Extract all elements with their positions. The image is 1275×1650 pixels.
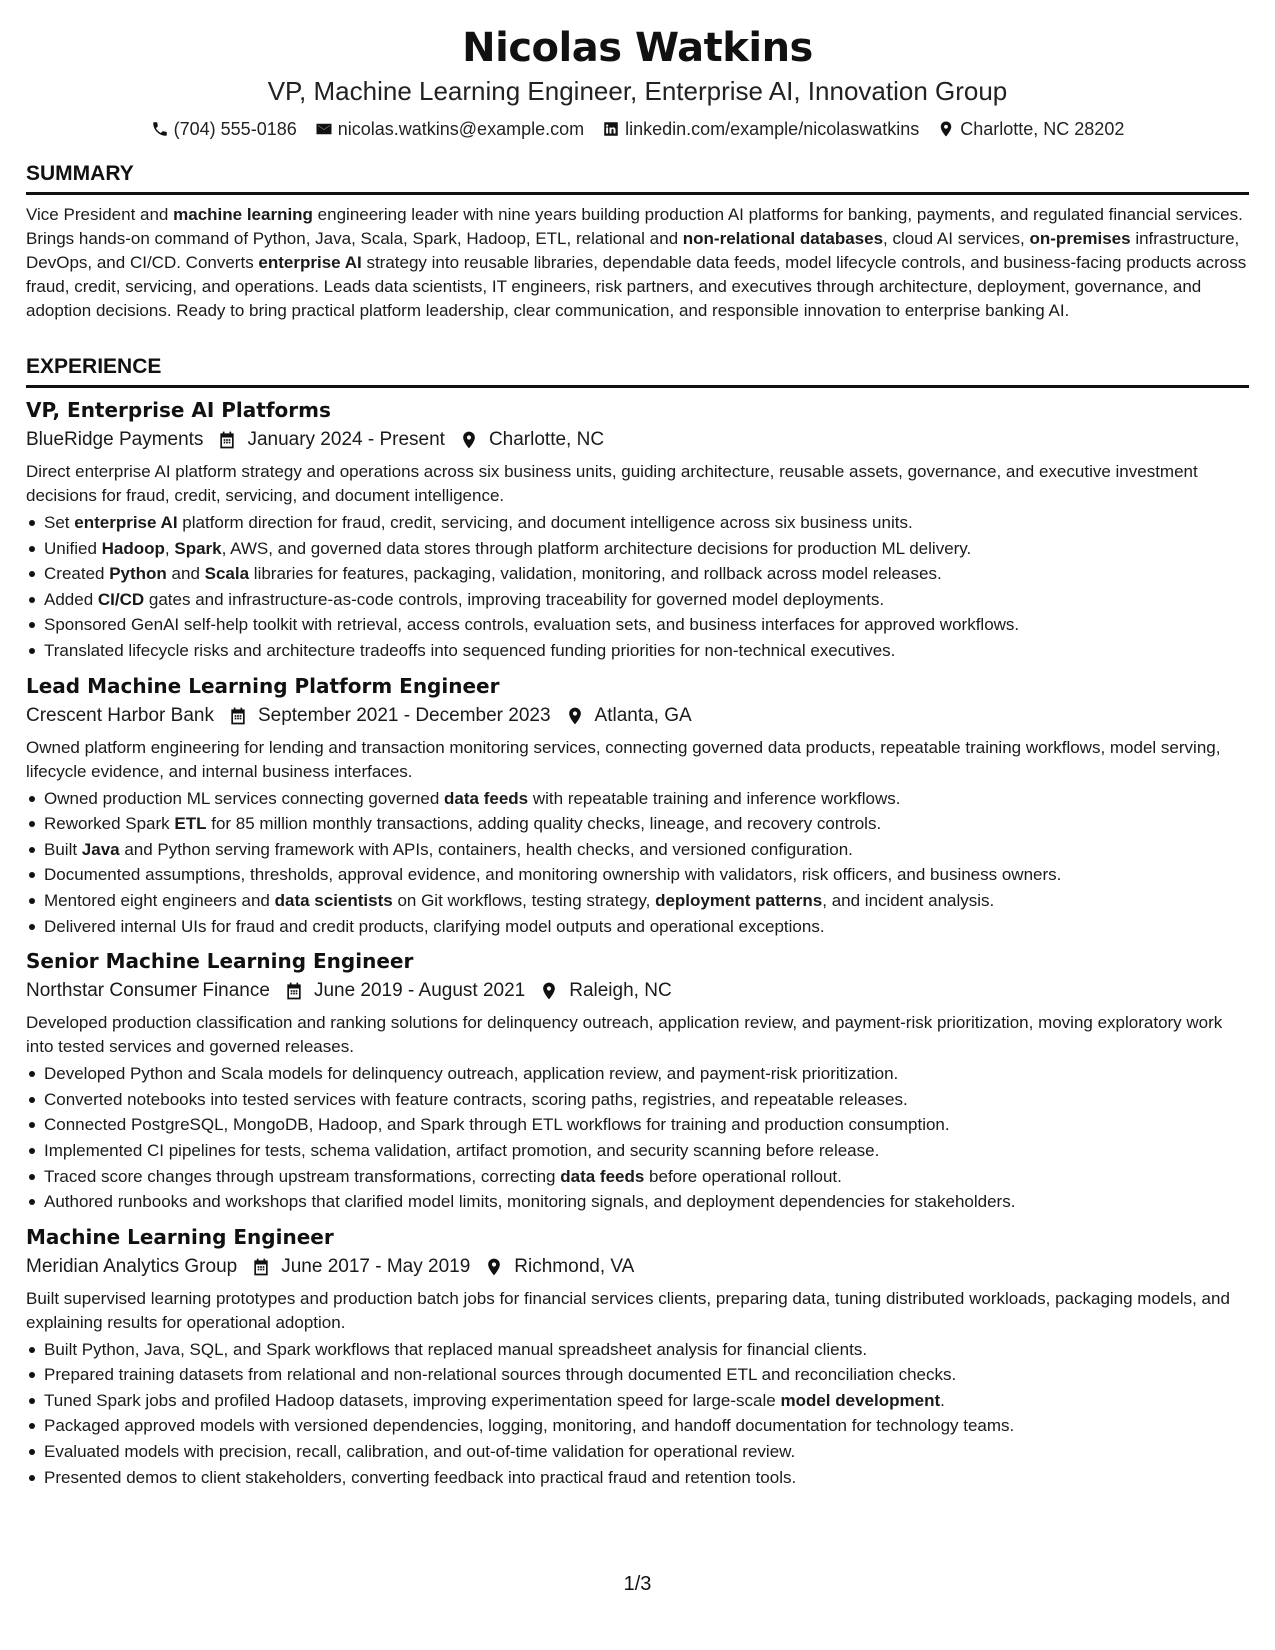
job-description: Developed production classification and ranking solutions for delinquency outreach, application review, and payment-risk prioritization, moving exploratory work into tested services and governed releases. — [26, 1013, 1223, 1057]
summary-section — [26, 160, 1249, 323]
text-run: Implemented CI pipelines for tests, schema validation, artifact promotion, and security scanning before release. — [44, 1140, 880, 1160]
bullet-item — [26, 786, 1249, 812]
job-location: Atlanta, GA — [594, 704, 692, 726]
bullet-item — [26, 612, 1249, 638]
bullet-item — [26, 638, 1249, 664]
text-run: Connected PostgreSQL, MongoDB, Hadoop, and Spark through ETL workflows for training and production consumption. — [44, 1115, 950, 1135]
bullet-item — [26, 1337, 1249, 1363]
job-title: Senior Machine Learning Engineer — [26, 949, 414, 974]
bullet-item — [26, 1087, 1249, 1113]
bullet-item — [26, 510, 1249, 536]
job-meta — [26, 1253, 1249, 1281]
text-run: engineering leader with nine years building production AI platforms for banking, payments, and regulated financial services. Brings hands-on command of Python, Java, Scala, Spark, Hadoop, ETL, relational and — [26, 205, 1243, 248]
job-location: Charlotte, NC — [488, 429, 605, 450]
bullet-item — [26, 888, 1249, 914]
text-run: , cloud AI services, — [883, 229, 1030, 248]
text-run: Mentored eight engineers and — [44, 890, 275, 910]
text-run: , AWS, and governed data stores through platform architecture decisions for production ML delivery. — [221, 538, 972, 558]
bullet-item — [26, 1189, 1249, 1215]
bullet-item — [26, 1164, 1249, 1190]
text-run: before operational rollout. — [644, 1166, 842, 1186]
job-dates: June 2017 - May 2019 — [281, 1255, 471, 1277]
text-run: Set — [44, 513, 75, 532]
job-dates: June 2019 - August 2021 — [313, 980, 526, 1002]
section-divider — [26, 192, 1249, 195]
job-entry — [26, 396, 1249, 664]
job-list — [26, 396, 1249, 1490]
map-pin-icon — [484, 1257, 504, 1277]
bullet-item — [26, 1413, 1249, 1439]
text-run: Built Python, Java, SQL, and Spark workflows that replaced manual spreadsheet analysis for financial clients. — [44, 1339, 868, 1359]
company-name: Northstar Consumer Finance — [26, 980, 270, 1002]
job-meta — [26, 702, 1249, 730]
highlighted-keyword: enterprise AI — [258, 253, 362, 272]
text-run: Built — [44, 839, 82, 859]
job-title: VP, Enterprise AI Platforms — [26, 398, 331, 422]
job-title: Lead Machine Learning Platform Engineer — [26, 673, 500, 698]
text-run: Prepared training datasets from relational and non-relational sources through documented ETL and reconciliation checks. — [44, 1365, 957, 1385]
contact-location — [937, 117, 1124, 141]
text-run: , and incident analysis. — [822, 890, 995, 910]
job-entry — [26, 1223, 1249, 1491]
map-pin-icon — [539, 981, 559, 1001]
job-meta — [26, 977, 1249, 1005]
contact-bar — [0, 117, 1275, 141]
resume-header — [0, 0, 1275, 141]
calendar-icon — [228, 706, 248, 726]
text-run: and Python serving framework with APIs, containers, health checks, and versioned configuration. — [119, 839, 853, 859]
calendar-icon — [217, 430, 237, 450]
bullet-item — [26, 587, 1249, 613]
bullet-item — [26, 811, 1249, 837]
phone-text: (704) 555-0186 — [173, 119, 297, 139]
text-run: . — [940, 1390, 945, 1410]
map-pin-icon — [937, 120, 955, 138]
calendar-icon — [251, 1257, 271, 1277]
job-bullets — [26, 1337, 1249, 1491]
highlighted-keyword: data feeds — [444, 788, 529, 808]
highlighted-keyword: Hadoop — [101, 538, 165, 558]
job-description: Direct enterprise AI platform strategy and operations across six business units, guiding architecture, reusable assets, governance, and executive investment decisions for fraud, credit, servicing, and document intelligence. — [26, 462, 1198, 505]
text-run: Tuned Spark jobs and profiled Hadoop datasets, improving experimentation speed for large-scale — [44, 1390, 781, 1410]
text-run: Added — [44, 589, 98, 609]
bullet-item — [26, 914, 1249, 940]
text-run: Documented assumptions, thresholds, approval evidence, and monitoring ownership with validators, risk officers, and business owners. — [44, 865, 1062, 885]
phone-icon — [151, 120, 169, 138]
job-description: Built supervised learning prototypes and production batch jobs for financial services clients, preparing data, tuning distributed workloads, packaging models, and explaining results for operational adoption. — [26, 1288, 1230, 1332]
bullet-item — [26, 1439, 1249, 1465]
text-run: infrastructure, DevOps, and CI/CD. Converts — [26, 229, 1240, 272]
linkedin-icon — [602, 120, 620, 138]
text-run: gates and infrastructure-as-code controls, improving traceability for governed model deployments. — [144, 589, 885, 609]
bullet-item — [26, 1362, 1249, 1388]
job-bullets — [26, 786, 1249, 940]
summary-heading: SUMMARY — [26, 162, 134, 185]
company-name: BlueRidge Payments — [26, 429, 204, 450]
calendar-icon — [284, 981, 304, 1001]
linkedin-text: linkedin.com/example/nicolaswatkins — [625, 119, 920, 139]
company-name: Crescent Harbor Bank — [26, 704, 214, 726]
experience-section — [26, 353, 1249, 1490]
highlighted-keyword: on-premises — [1029, 229, 1131, 248]
job-dates: January 2024 - Present — [247, 429, 445, 450]
text-run: Sponsored GenAI self-help toolkit with retrieval, access controls, evaluation sets, and business interfaces for approved workflows. — [44, 615, 1020, 635]
page-number: 1/3 — [623, 1573, 652, 1595]
job-entry — [26, 672, 1249, 940]
highlighted-keyword: model development — [780, 1390, 941, 1410]
text-run: Packaged approved models with versioned dependencies, logging, monitoring, and handoff documentation for technology teams. — [44, 1416, 1015, 1436]
text-run: Developed Python and Scala models for delinquency outreach, application review, and payment-risk prioritization. — [44, 1064, 899, 1084]
text-run: Translated lifecycle risks and architecture tradeoffs into sequenced funding priorities for non-technical executives. — [44, 640, 896, 660]
bullet-item — [26, 837, 1249, 863]
job-bullets — [26, 1061, 1249, 1215]
experience-heading: EXPERIENCE — [26, 355, 162, 378]
text-run: strategy into reusable libraries, dependable data feeds, model lifecycle controls, and business-facing products across fraud, credit, servicing, and operations. Leads data scientists, IT engineers, risk partners, and executives through architecture, deployment, governance, and adoption decisions. Ready to bring practical platform leadership, clear communication, and responsible innovation to enterprise banking AI. — [26, 253, 1247, 320]
summary-paragraph — [26, 203, 1249, 323]
highlighted-keyword: Python — [109, 564, 167, 584]
highlighted-keyword: data scientists — [274, 890, 393, 910]
job-description: Owned platform engineering for lending and transaction monitoring services, connecting governed data products, repeatable training workflows, model serving, lifecycle evidence, and internal business interfaces. — [26, 737, 1221, 781]
candidate-name: Nicolas Watkins — [462, 25, 813, 71]
highlighted-keyword: Scala — [204, 564, 250, 584]
bullet-item — [26, 1061, 1249, 1087]
envelope-icon — [315, 120, 333, 138]
text-run: Created — [44, 564, 110, 584]
map-pin-icon — [565, 706, 585, 726]
text-run: Vice President and — [26, 205, 174, 224]
text-run: Presented demos to client stakeholders, converting feedback into practical fraud and retention tools. — [44, 1467, 797, 1487]
highlighted-keyword: non-relational databases — [682, 229, 884, 248]
highlighted-keyword: enterprise AI — [74, 513, 178, 532]
bullet-item — [26, 1388, 1249, 1414]
bullet-item — [26, 561, 1249, 587]
contact-linkedin[interactable] — [602, 117, 919, 141]
text-run: Authored runbooks and workshops that clarified model limits, monitoring signals, and deployment dependencies for stakeholders. — [44, 1192, 1016, 1212]
text-run: and — [166, 564, 205, 584]
section-divider — [26, 385, 1249, 388]
location-text: Charlotte, NC 28202 — [960, 119, 1125, 139]
text-run: Unified — [44, 538, 102, 558]
text-run: libraries for features, packaging, validation, monitoring, and rollback across model releases. — [249, 564, 942, 584]
job-entry — [26, 947, 1249, 1215]
contact-email[interactable] — [315, 117, 584, 141]
highlighted-keyword: machine learning — [173, 205, 313, 224]
text-run: with repeatable training and inference workflows. — [528, 788, 901, 808]
contact-phone — [151, 117, 297, 141]
job-dates: September 2021 - December 2023 — [257, 704, 551, 726]
highlighted-keyword: data feeds — [560, 1166, 645, 1186]
candidate-headline: VP, Machine Learning Engineer, Enterprise AI, Innovation Group — [267, 76, 1008, 106]
text-run: Evaluated models with precision, recall, calibration, and out-of-time validation for operational review. — [44, 1442, 796, 1462]
job-location: Raleigh, NC — [569, 980, 672, 1002]
bullet-item — [26, 862, 1249, 888]
highlighted-keyword: ETL — [174, 814, 207, 834]
email-text: nicolas.watkins@example.com — [337, 119, 585, 139]
highlighted-keyword: Java — [81, 839, 120, 859]
bullet-item — [26, 1138, 1249, 1164]
highlighted-keyword: CI/CD — [97, 589, 145, 609]
text-run: Converted notebooks into tested services with feature contracts, scoring paths, registries, and repeatable releases. — [44, 1089, 908, 1109]
job-bullets — [26, 510, 1249, 664]
job-location: Richmond, VA — [514, 1255, 635, 1277]
company-name: Meridian Analytics Group — [26, 1255, 238, 1277]
map-pin-icon — [459, 430, 479, 450]
highlighted-keyword: Spark — [174, 538, 222, 558]
text-run: Owned production ML services connecting governed — [44, 788, 445, 808]
bullet-item — [26, 536, 1249, 562]
text-run: platform direction for fraud, credit, servicing, and document intelligence across six business units. — [177, 513, 913, 532]
job-title: Machine Learning Engineer — [26, 1224, 334, 1249]
text-run: Delivered internal UIs for fraud and credit products, clarifying model outputs and operational exceptions. — [44, 916, 825, 936]
text-run: Reworked Spark — [44, 814, 175, 834]
text-run: , — [164, 538, 175, 558]
highlighted-keyword: deployment patterns — [655, 890, 823, 910]
bullet-item — [26, 1465, 1249, 1491]
text-run: Traced score changes through upstream transformations, correcting — [44, 1166, 561, 1186]
job-meta — [26, 426, 1249, 454]
bullet-item — [26, 1112, 1249, 1138]
text-run: on Git workflows, testing strategy, — [392, 890, 656, 910]
text-run: for 85 million monthly transactions, adding quality checks, lineage, and recovery controls. — [206, 814, 882, 834]
